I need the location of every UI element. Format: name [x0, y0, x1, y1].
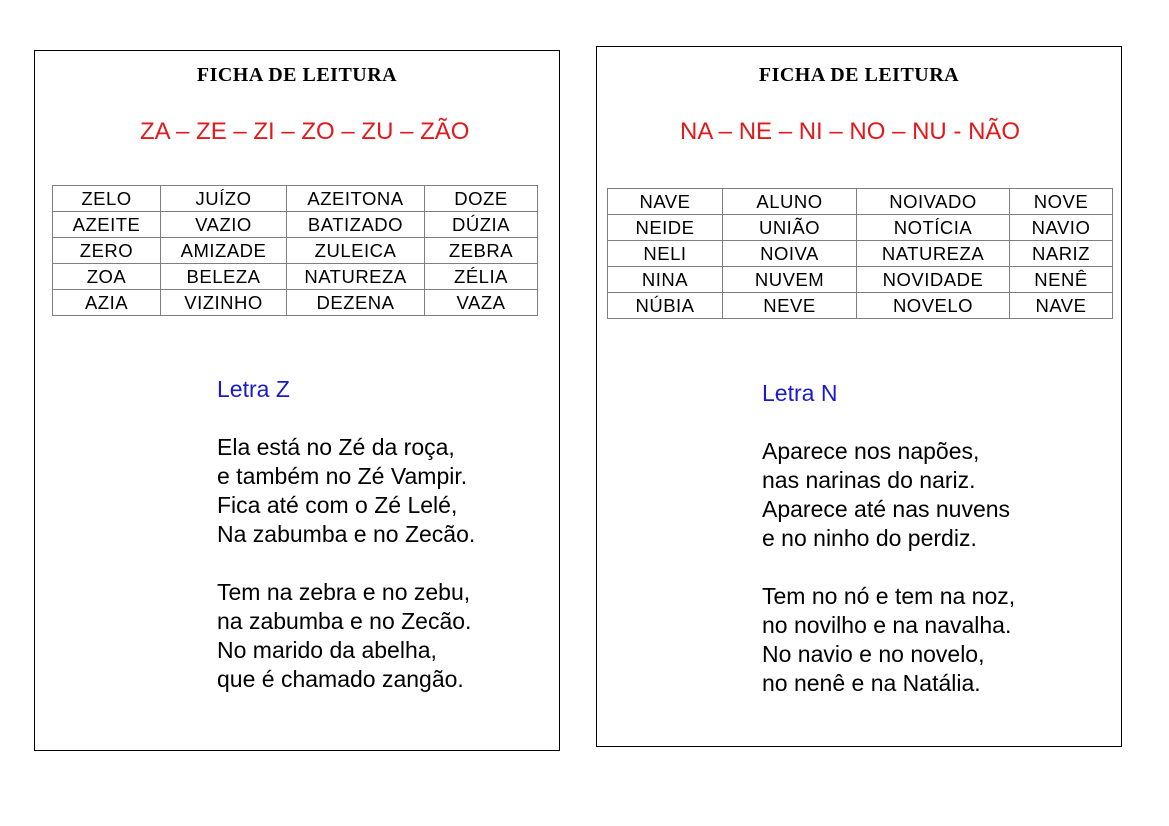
table-cell: NATUREZA: [287, 264, 425, 290]
table-row: [608, 241, 1113, 267]
table-cell: ZEBRA: [425, 238, 538, 264]
table-cell: AZIA: [53, 290, 161, 316]
poem-line: na zabumba e no Zecão.: [217, 608, 472, 634]
poem: [762, 379, 1015, 727]
table-cell: AMIZADE: [161, 238, 287, 264]
table-cell: BELEZA: [161, 264, 287, 290]
poem-line: Na zabumba e no Zecão.: [217, 521, 476, 547]
table-cell: NINA: [608, 267, 723, 293]
card-title: FICHA DE LEITURA: [758, 64, 960, 86]
syllable-line: ZA – ZE – ZI – ZO – ZU – ZÃO: [140, 118, 470, 145]
table-cell: ALUNO: [723, 189, 857, 215]
poem-stanza: [217, 578, 475, 694]
table-cell: DOZE: [425, 186, 538, 212]
table-row: [53, 290, 538, 316]
table-cell: NEIDE: [608, 215, 723, 241]
table-cell: NOVELO: [857, 293, 1010, 319]
table-cell: NENÊ: [1010, 267, 1113, 293]
table-cell: BATIZADO: [287, 212, 425, 238]
table-row: [608, 293, 1113, 319]
table-cell: ZOA: [53, 264, 161, 290]
poem-stanza: [762, 437, 1015, 553]
reading-card-n: [596, 46, 1122, 747]
table-cell: UNIÃO: [723, 215, 857, 241]
table-cell: NOVIDADE: [857, 267, 1010, 293]
poem-line: que é chamado zangão.: [217, 666, 464, 692]
reading-card-z: [34, 50, 560, 751]
poem-line: Ela está no Zé da roça,: [217, 434, 455, 460]
word-table: [52, 185, 538, 316]
table-row: [608, 215, 1113, 241]
table-cell: NOIVADO: [857, 189, 1010, 215]
poem-line: no novilho e na navalha.: [762, 612, 1012, 638]
table-cell: NÚBIA: [608, 293, 723, 319]
poem-line: Tem na zebra e no zebu,: [217, 579, 471, 605]
table-cell: NOIVA: [723, 241, 857, 267]
table-row: [53, 212, 538, 238]
poem-line: Fica até com o Zé Lelé,: [217, 492, 458, 518]
table-cell: VIZINHO: [161, 290, 287, 316]
table-cell: NATUREZA: [857, 241, 1010, 267]
table-cell: NAVE: [1010, 293, 1113, 319]
card-title: FICHA DE LEITURA: [196, 64, 398, 86]
table-cell: VAZA: [425, 290, 538, 316]
table-row: [53, 264, 538, 290]
table-cell: NAVE: [608, 189, 723, 215]
poem-line: e também no Zé Vampir.: [217, 463, 468, 489]
table-cell: VAZIO: [161, 212, 287, 238]
table-row: [608, 189, 1113, 215]
poem-line: No navio e no novelo,: [762, 641, 985, 667]
word-table: [607, 188, 1113, 319]
poem-heading: Letra Z: [217, 376, 290, 402]
table-cell: DEZENA: [287, 290, 425, 316]
table-cell: NAVIO: [1010, 215, 1113, 241]
syllable-line: NA – NE – NI – NO – NU - NÃO: [680, 118, 1021, 145]
table-cell: NOVE: [1010, 189, 1113, 215]
table-cell: ZÉLIA: [425, 264, 538, 290]
table-cell: ZELO: [53, 186, 161, 212]
table-cell: NEVE: [723, 293, 857, 319]
poem-line: Aparece até nas nuvens: [762, 496, 1011, 522]
poem: [217, 375, 475, 723]
table-cell: AZEITONA: [287, 186, 425, 212]
poem-line: no nenê e na Natália.: [762, 670, 981, 696]
poem-line: Aparece nos napões,: [762, 438, 980, 464]
table-row: [608, 267, 1113, 293]
poem-stanza: [762, 582, 1015, 698]
table-cell: NOTÍCIA: [857, 215, 1010, 241]
table-row: [53, 238, 538, 264]
poem-line: e no ninho do perdiz.: [762, 525, 977, 551]
table-row: [53, 186, 538, 212]
table-cell: NELI: [608, 241, 723, 267]
poem-line: Tem no nó e tem na noz,: [762, 583, 1016, 609]
table-cell: ZERO: [53, 238, 161, 264]
table-cell: NUVEM: [723, 267, 857, 293]
table-cell: NARIZ: [1010, 241, 1113, 267]
poem-line: nas narinas do nariz.: [762, 467, 976, 493]
poem-heading: Letra N: [762, 380, 838, 406]
table-cell: JUÍZO: [161, 186, 287, 212]
table-cell: DÚZIA: [425, 212, 538, 238]
table-cell: ZULEICA: [287, 238, 425, 264]
poem-stanza: [217, 433, 475, 549]
poem-line: No marido da abelha,: [217, 637, 437, 663]
table-cell: AZEITE: [53, 212, 161, 238]
